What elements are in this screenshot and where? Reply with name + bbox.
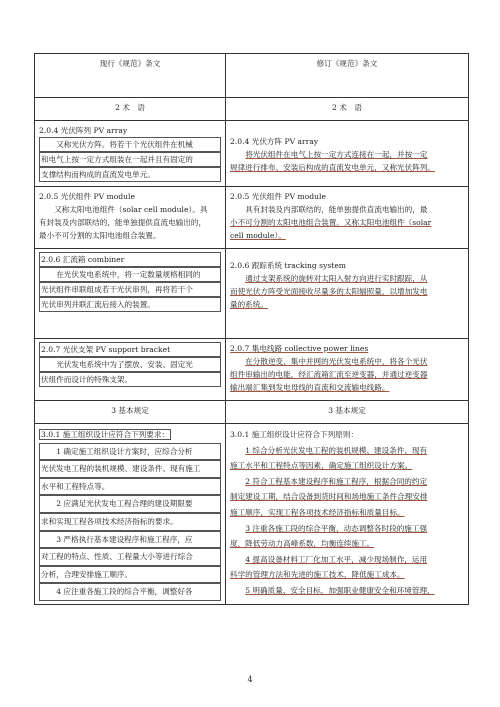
- clause-title: 3.0.1 施工组织设计应符合下列要求：: [41, 430, 170, 439]
- clause-line: 支撑结构而构成的直流发电单元。: [39, 167, 221, 182]
- clause-line: 而使光伏方阵受光面接收尽量多的太阳辐照量，以增加发电: [230, 287, 428, 296]
- clause-line: 和电气上按一定方式组装在一起并且有固定的: [39, 152, 221, 167]
- clause-line: 光伏串列并联汇流后接入的装置。: [39, 297, 221, 312]
- page-number: 4: [247, 675, 253, 684]
- clause-line: 小不可分割的太阳电池组合装置。又称太阳电池组件（solar: [230, 218, 432, 227]
- clause-line: 3 注重各施工段的综合平衡，动态调整各时段的施工强: [245, 523, 428, 533]
- clause-title: 3.0.1 施工组织设计应符合下列原则：: [230, 430, 359, 439]
- clause-title: 2.0.5 光伏组件 PV module: [230, 192, 326, 201]
- current-clause-cell: [35, 121, 226, 187]
- clause-line: 光伏组件串联组成若干光伏串列，再将若干个: [39, 282, 221, 297]
- clause-line: 分析，合理安排施工顺序。: [39, 566, 221, 584]
- revised-clause-cell: [226, 121, 469, 187]
- clause-line: 1 确定施工组织设计方案时，应综合分析: [39, 443, 221, 461]
- clause-line: 2 应满足光伏发电工程合理的建设期限要: [39, 495, 221, 513]
- clause-line: 组件串输出的电能，经汇流箱汇流至逆变器，并通过逆变器: [230, 370, 428, 379]
- clause-line: 3 严格执行基本建设程序和施工程序，应: [39, 531, 221, 549]
- revised-clause-cell: [226, 339, 469, 401]
- clause-line: 2 符合工程基本建设程序和施工程序，根据合同的约定: [245, 476, 428, 486]
- clause-line: 光伏发电工程的装机规模、建设条件、现有施工: [39, 460, 221, 478]
- clause-line: 科学的管理方法和先进的施工技术，降低施工成本。: [230, 570, 405, 580]
- clause-line: 对工程的特点、性质、工程量大小等进行综合: [39, 548, 221, 566]
- current-clause-cell: [35, 339, 226, 401]
- clause-line: 又称光伏方阵。将若干个光伏组件在机械: [39, 137, 221, 152]
- clause-line: 将光伏组件在电气上按一定方式连接在一起，并按一定: [245, 150, 428, 159]
- clause-title: 2.0.7 光伏支架 PV support bracket: [39, 342, 221, 357]
- header-revised-clause: 修订《规范》条文: [226, 54, 469, 98]
- header-row: [35, 54, 469, 98]
- clause-line: 水平和工程特点等。: [39, 478, 221, 496]
- clause-line: 1 综合分析光伏发电工程的装机规模、建设条件、现有: [245, 445, 428, 455]
- section-row-terms: [35, 98, 469, 121]
- clause-line: 度，降低劳动力高峰系数，均衡连续施工。: [230, 539, 375, 549]
- term-row: [35, 249, 469, 339]
- clause-line: 光伏发电系统中为了摆放、安装、固定光: [39, 357, 221, 372]
- revised-clause-cell: [226, 249, 469, 339]
- clause-line: 量的系统。: [230, 300, 268, 309]
- clause-line: 具有封装及内部联结的，能单独提供直流电输出的，最: [245, 205, 428, 214]
- clause-line: 施工顺序，实现工程各项技术经济指标和质量目标。: [230, 507, 405, 517]
- clause-title: 2.0.4 光伏方阵 PV array: [230, 137, 319, 146]
- current-clause-cell: [35, 249, 226, 339]
- section-row-basic: [35, 401, 469, 424]
- clause-line: 在分散逆变、集中并网的光伏发电系统中，将各个光伏: [245, 357, 428, 366]
- clause-title: 2.0.7 集电线路 collective power lines: [230, 344, 369, 353]
- clause-line: 4 应注重各施工段的综合平衡，调整好各: [39, 583, 221, 601]
- clause-title: 2.0.4 光伏阵列 PV array: [39, 126, 128, 135]
- current-clause-cell: [35, 424, 226, 605]
- term-row: [35, 121, 469, 187]
- clause-line: 通过支架系统的旋转对太阳入射方向进行实时跟踪，从: [245, 274, 428, 283]
- current-clause-cell: [35, 187, 226, 249]
- clause-line: 规律进行排布、安装后构成的直流发电单元，又称光伏阵列。: [230, 163, 436, 172]
- revised-clause-cell: [226, 187, 469, 249]
- revised-clause-cell: [226, 424, 469, 605]
- section-title-left: 3 基本规定: [35, 401, 226, 424]
- term-row: [35, 187, 469, 249]
- clause-line: 4 提高设备材料工厂化加工水平，减少现场制作，运用: [245, 554, 428, 564]
- comparison-table: [34, 53, 469, 605]
- section-title-right: 2 术 语: [226, 98, 469, 121]
- clause-line: 求和实现工程各项技术经济指标的要求。: [39, 513, 221, 531]
- clause-line: 5 明确质量、安全目标，加强职业健康安全和环境管理，: [245, 585, 435, 595]
- clause-line: 又称太阳电池组件（solar cell module）。具: [54, 205, 208, 214]
- section-title-right: 3 基本规定: [226, 401, 469, 424]
- section-title-left: 2 术 语: [35, 98, 226, 121]
- clause-line: 在光伏发电系统中，将一定数量规格相同的: [39, 267, 221, 282]
- basic-rule-row: [35, 424, 469, 605]
- clause-line: 制定建设工期，结合设备到货时间和场地施工条件合理安排: [230, 492, 428, 502]
- clause-line: 施工水平和工程特点等因素，确定施工组织设计方案。: [230, 461, 413, 471]
- clause-title: 2.0.5 光伏组件 PV module: [39, 192, 135, 201]
- clause-line: 有封装及内部联结的，能单独提供直流电输出的，: [39, 218, 207, 227]
- header-current-clause: 现行《规范》条文: [35, 54, 226, 98]
- clause-line: 最小不可分割的太阳电池组合装置。: [39, 231, 161, 240]
- clause-line: 伏组件而设计的特殊支架。: [39, 372, 221, 387]
- term-row: [35, 339, 469, 401]
- clause-title: 2.0.6 跟踪系统 tracking system: [230, 261, 347, 270]
- clause-line: 输出端汇集到发电母线的直流和交流输电线路。: [230, 383, 390, 392]
- clause-line: cell module）。: [230, 231, 286, 240]
- clause-title: 2.0.6 汇流箱 combiner: [39, 252, 221, 267]
